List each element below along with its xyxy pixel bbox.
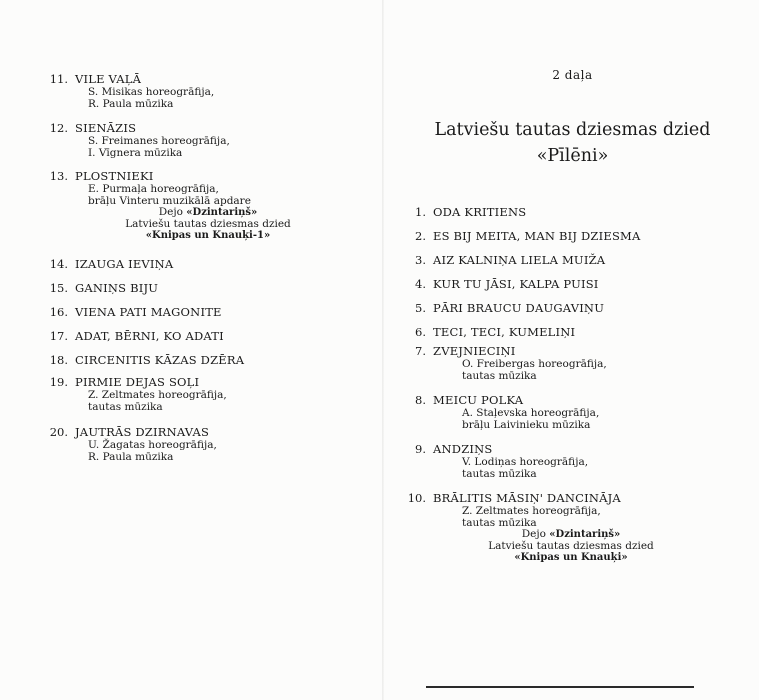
item-number: 13.: [49, 169, 68, 183]
credit-line: S. Misikas horeogrāfija,: [88, 86, 215, 98]
ensemble-name: «Dzintariņš»: [186, 207, 258, 218]
bottom-rule: [426, 686, 694, 688]
heading-line-1: Latviešu tautas dziesmas dzied: [434, 120, 711, 140]
credit-line: tautas mūzika: [462, 467, 537, 480]
credit-line: V. Lodiņas horeogrāfija,: [462, 456, 589, 468]
item-title: PLOSTNIEKI: [75, 169, 154, 183]
item-number: 18.: [49, 353, 68, 367]
performer-text: Dejo: [521, 528, 550, 540]
credit-line: brāļu Laivinieku mūzika: [462, 418, 591, 431]
item-title: GANIŅS BIJU: [75, 281, 159, 295]
performer-line: [108, 219, 308, 231]
page-fold: [382, 0, 384, 700]
item-number: 14.: [49, 257, 68, 271]
ensemble-name: «Dzintariņš»: [549, 529, 621, 540]
performer-text: Latviešu tautas dziesmas dzied: [125, 217, 291, 230]
item-title: AIZ KALNIŅA LIELA MUIŽA: [433, 253, 606, 267]
credit-line: A. Staļevska horeogrāfija,: [462, 407, 600, 419]
item-title: ODA KRITIENS: [433, 205, 527, 219]
credit-line: I. Vīgnera mūzika: [88, 146, 183, 159]
part-label: 2 daļa: [552, 68, 593, 82]
credit-line: brāļu Vinteru muzikālā apdare: [88, 194, 251, 207]
item-title: ES BIJ MEITA, MAN BIJ DZIESMA: [433, 229, 641, 243]
credit-line: tautas mūzika: [88, 400, 163, 413]
item-title: PIRMIE DEJAS SOĻI: [75, 375, 200, 389]
performer-line: [108, 230, 308, 242]
item-title: ANDZIŅS: [433, 442, 493, 456]
item-title: PĀRI BRAUCU DAUGAVIŅU: [433, 301, 605, 315]
credit-line: R. Paula mūzika: [88, 97, 174, 110]
credit-line: tautas mūzika: [462, 516, 537, 529]
item-number: 19.: [49, 375, 68, 389]
item-number: 5.: [415, 301, 426, 315]
item-number: 3.: [415, 253, 426, 267]
item-title: KUR TU JĀSI, KALPA PUISI: [433, 277, 599, 291]
credit-line: tautas mūzika: [462, 369, 537, 382]
item-number: 15.: [49, 281, 68, 295]
ensemble-name: «Knipas un Knauķi-1»: [145, 230, 271, 241]
item-number: 7.: [415, 344, 426, 358]
credit-line: U. Žagatas horeogrāfija,: [88, 439, 217, 451]
item-title: TECI, TECI, KUMELIŅI: [433, 325, 576, 339]
performer-text: Latviešu tautas dziesmas dzied: [488, 539, 654, 552]
credit-line: R. Paula mūzika: [88, 450, 174, 463]
item-number: 2.: [415, 229, 426, 243]
credit-line: O. Freibergas horeogrāfija,: [462, 358, 607, 370]
item-title: ADAT, BĒRNI, KO ADATI: [75, 329, 224, 343]
performer-line: [446, 541, 696, 553]
credit-line: E. Purmaļa horeogrāfija,: [88, 183, 219, 195]
performer-line: [446, 552, 696, 564]
performer-text: Dejo: [158, 206, 187, 218]
item-number: 10.: [407, 491, 426, 505]
heading-line-2: «Pīlēni»: [536, 146, 609, 166]
credit-line: S. Freimanes horeogrāfija,: [88, 135, 230, 147]
item-title: IZAUGA IEVIŅA: [75, 257, 174, 271]
item-title: ZVEJNIECIŅI: [433, 344, 516, 358]
item-title: MEICU POLKA: [433, 393, 524, 407]
item-number: 8.: [415, 393, 426, 407]
item-number: 4.: [415, 277, 426, 291]
item-title: BRĀLITIS MĀSIŅ' DANCINĀJA: [433, 491, 621, 505]
credit-line: Z. Zeltmates horeogrāfija,: [88, 389, 227, 401]
item-number: 12.: [49, 121, 68, 135]
credit-line: Z. Zeltmates horeogrāfija,: [462, 505, 601, 517]
item-number: 16.: [49, 305, 68, 319]
item-title: VILE VAĻĀ: [75, 72, 142, 86]
item-title: CIRCENITIS KĀZAS DZĒRA: [75, 353, 245, 367]
item-title: JAUTRĀS DZIRNAVAS: [75, 425, 210, 439]
item-number: 6.: [415, 325, 426, 339]
item-title: SIENĀZIS: [75, 121, 137, 135]
item-number: 20.: [49, 425, 68, 439]
item-title: VIENA PATI MAGONITE: [75, 305, 222, 319]
item-number: 9.: [415, 442, 426, 456]
ensemble-name: «Knipas un Knauķi»: [514, 552, 628, 563]
item-number: 17.: [49, 329, 68, 343]
item-number: 11.: [49, 72, 68, 86]
item-number: 1.: [415, 205, 426, 219]
